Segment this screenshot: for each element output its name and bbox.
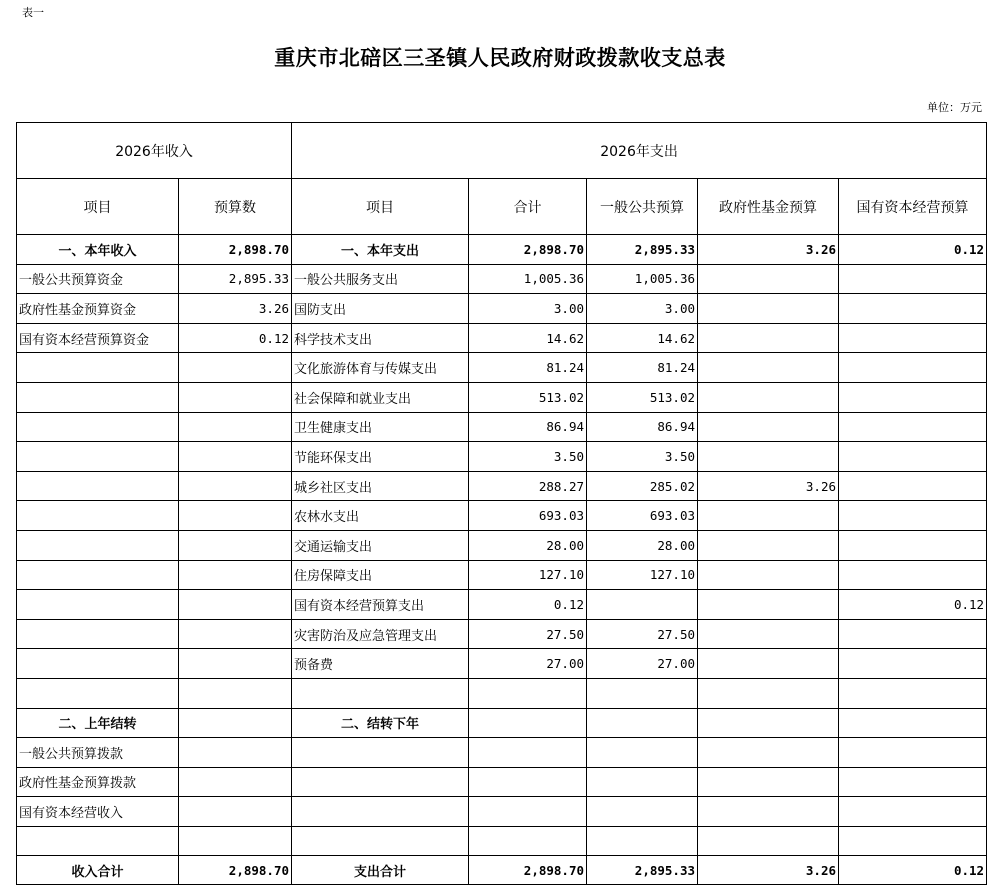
cell-fund-budget bbox=[698, 708, 839, 738]
budget-table bbox=[16, 122, 987, 885]
table-row bbox=[17, 678, 987, 708]
cell-income-amount: 2,898.70 bbox=[179, 235, 292, 265]
cell-general-budget: 127.10 bbox=[587, 560, 698, 590]
cell-income-amount bbox=[179, 412, 292, 442]
cell-income-amount bbox=[179, 678, 292, 708]
cell-income-amount bbox=[179, 560, 292, 590]
cell-general-budget bbox=[587, 708, 698, 738]
table-row bbox=[17, 708, 987, 738]
cell-income-amount bbox=[179, 382, 292, 412]
cell-fund-budget: 3.26 bbox=[698, 471, 839, 501]
cell-general-budget bbox=[587, 738, 698, 768]
cell-fund-budget bbox=[698, 530, 839, 560]
cell-income-amount bbox=[179, 471, 292, 501]
cell-expense-total: 1,005.36 bbox=[469, 264, 587, 294]
cell-general-budget bbox=[587, 767, 698, 797]
col-header-state-capital-budget: 国有资本经营预算 bbox=[839, 179, 987, 235]
col-header-income-item: 项目 bbox=[17, 179, 179, 235]
cell-expense-total: 127.10 bbox=[469, 560, 587, 590]
table-row bbox=[17, 649, 987, 679]
cell-expense-total bbox=[469, 738, 587, 768]
cell-income-item: 一、本年收入 bbox=[17, 235, 179, 265]
cell-state-capital-budget bbox=[839, 738, 987, 768]
table-row bbox=[17, 797, 987, 827]
cell-income-item bbox=[17, 412, 179, 442]
cell-expense-item: 卫生健康支出 bbox=[292, 412, 469, 442]
cell-expense-total bbox=[469, 826, 587, 856]
cell-expense-item: 交通运输支出 bbox=[292, 530, 469, 560]
total-general-budget: 2,895.33 bbox=[587, 856, 698, 885]
cell-fund-budget bbox=[698, 826, 839, 856]
cell-state-capital-budget bbox=[839, 797, 987, 827]
cell-fund-budget bbox=[698, 264, 839, 294]
cell-fund-budget: 3.26 bbox=[698, 235, 839, 265]
table-row bbox=[17, 294, 987, 324]
cell-income-amount bbox=[179, 353, 292, 383]
table-row bbox=[17, 767, 987, 797]
cell-income-item bbox=[17, 590, 179, 620]
cell-expense-item: 社会保障和就业支出 bbox=[292, 382, 469, 412]
cell-income-item bbox=[17, 560, 179, 590]
cell-fund-budget bbox=[698, 767, 839, 797]
cell-state-capital-budget bbox=[839, 294, 987, 324]
cell-general-budget bbox=[587, 590, 698, 620]
cell-expense-total bbox=[469, 678, 587, 708]
cell-income-amount bbox=[179, 442, 292, 472]
cell-income-amount bbox=[179, 501, 292, 531]
cell-expense-item bbox=[292, 767, 469, 797]
cell-expense-total bbox=[469, 797, 587, 827]
cell-expense-item bbox=[292, 678, 469, 708]
col-header-fund-budget: 政府性基金预算 bbox=[698, 179, 839, 235]
cell-expense-total: 14.62 bbox=[469, 323, 587, 353]
cell-state-capital-budget bbox=[839, 678, 987, 708]
table-row bbox=[17, 619, 987, 649]
cell-expense-item: 农林水支出 bbox=[292, 501, 469, 531]
table-row bbox=[17, 412, 987, 442]
table-row bbox=[17, 530, 987, 560]
cell-income-item: 国有资本经营预算资金 bbox=[17, 323, 179, 353]
cell-income-item: 二、上年结转 bbox=[17, 708, 179, 738]
cell-expense-item bbox=[292, 826, 469, 856]
cell-expense-total: 27.50 bbox=[469, 619, 587, 649]
table-row bbox=[17, 560, 987, 590]
cell-general-budget: 1,005.36 bbox=[587, 264, 698, 294]
cell-income-item: 一般公共预算资金 bbox=[17, 264, 179, 294]
cell-expense-total: 693.03 bbox=[469, 501, 587, 531]
cell-expense-total: 3.00 bbox=[469, 294, 587, 324]
cell-expense-item: 二、结转下年 bbox=[292, 708, 469, 738]
unit-label: 单位：万元 bbox=[927, 101, 982, 114]
cell-income-item: 国有资本经营收入 bbox=[17, 797, 179, 827]
cell-state-capital-budget: 0.12 bbox=[839, 235, 987, 265]
cell-fund-budget bbox=[698, 323, 839, 353]
cell-fund-budget bbox=[698, 560, 839, 590]
cell-income-item: 一般公共预算拨款 bbox=[17, 738, 179, 768]
cell-expense-item: 科学技术支出 bbox=[292, 323, 469, 353]
column-header-row bbox=[17, 179, 987, 235]
cell-income-item bbox=[17, 442, 179, 472]
cell-general-budget: 28.00 bbox=[587, 530, 698, 560]
cell-state-capital-budget bbox=[839, 530, 987, 560]
cell-income-amount bbox=[179, 590, 292, 620]
cell-fund-budget bbox=[698, 590, 839, 620]
cell-fund-budget bbox=[698, 619, 839, 649]
table-row bbox=[17, 323, 987, 353]
cell-income-item bbox=[17, 826, 179, 856]
cell-fund-budget bbox=[698, 501, 839, 531]
cell-state-capital-budget bbox=[839, 264, 987, 294]
cell-income-item bbox=[17, 530, 179, 560]
cell-expense-item: 城乡社区支出 bbox=[292, 471, 469, 501]
cell-income-amount bbox=[179, 767, 292, 797]
total-income-item: 收入合计 bbox=[17, 856, 179, 885]
col-header-income-amount: 预算数 bbox=[179, 179, 292, 235]
cell-state-capital-budget bbox=[839, 442, 987, 472]
cell-expense-item: 住房保障支出 bbox=[292, 560, 469, 590]
cell-income-amount: 0.12 bbox=[179, 323, 292, 353]
cell-income-item bbox=[17, 471, 179, 501]
cell-income-item: 政府性基金预算拨款 bbox=[17, 767, 179, 797]
cell-state-capital-budget bbox=[839, 649, 987, 679]
cell-fund-budget bbox=[698, 353, 839, 383]
cell-fund-budget bbox=[698, 649, 839, 679]
table-tag: 表一 bbox=[22, 6, 44, 19]
cell-fund-budget bbox=[698, 382, 839, 412]
cell-general-budget bbox=[587, 797, 698, 827]
cell-income-item bbox=[17, 619, 179, 649]
income-group-header: 2026年收入 bbox=[17, 123, 292, 179]
cell-income-amount bbox=[179, 826, 292, 856]
table-row bbox=[17, 738, 987, 768]
table-row bbox=[17, 826, 987, 856]
cell-expense-item: 文化旅游体育与传媒支出 bbox=[292, 353, 469, 383]
cell-expense-item: 国有资本经营预算支出 bbox=[292, 590, 469, 620]
cell-general-budget bbox=[587, 826, 698, 856]
cell-expense-total: 27.00 bbox=[469, 649, 587, 679]
cell-state-capital-budget bbox=[839, 826, 987, 856]
cell-income-item bbox=[17, 382, 179, 412]
cell-state-capital-budget bbox=[839, 471, 987, 501]
cell-income-amount: 2,895.33 bbox=[179, 264, 292, 294]
cell-general-budget: 513.02 bbox=[587, 382, 698, 412]
cell-expense-total: 2,898.70 bbox=[469, 235, 587, 265]
cell-fund-budget bbox=[698, 738, 839, 768]
total-expense-item: 支出合计 bbox=[292, 856, 469, 885]
cell-expense-total: 288.27 bbox=[469, 471, 587, 501]
cell-state-capital-budget bbox=[839, 323, 987, 353]
cell-expense-total: 513.02 bbox=[469, 382, 587, 412]
cell-expense-item: 节能环保支出 bbox=[292, 442, 469, 472]
cell-fund-budget bbox=[698, 442, 839, 472]
total-state-capital-budget: 0.12 bbox=[839, 856, 987, 885]
total-row bbox=[17, 856, 987, 885]
cell-state-capital-budget bbox=[839, 767, 987, 797]
table-row bbox=[17, 382, 987, 412]
cell-expense-total: 86.94 bbox=[469, 412, 587, 442]
table-row bbox=[17, 353, 987, 383]
cell-income-item bbox=[17, 501, 179, 531]
cell-income-amount bbox=[179, 738, 292, 768]
total-fund-budget: 3.26 bbox=[698, 856, 839, 885]
cell-expense-total: 3.50 bbox=[469, 442, 587, 472]
cell-general-budget: 2,895.33 bbox=[587, 235, 698, 265]
table-row bbox=[17, 264, 987, 294]
cell-income-amount bbox=[179, 649, 292, 679]
cell-general-budget: 14.62 bbox=[587, 323, 698, 353]
cell-general-budget: 27.00 bbox=[587, 649, 698, 679]
cell-income-amount bbox=[179, 708, 292, 738]
cell-fund-budget bbox=[698, 412, 839, 442]
cell-state-capital-budget bbox=[839, 619, 987, 649]
cell-state-capital-budget bbox=[839, 501, 987, 531]
col-header-total: 合计 bbox=[469, 179, 587, 235]
cell-fund-budget bbox=[698, 797, 839, 827]
cell-state-capital-budget bbox=[839, 560, 987, 590]
cell-state-capital-budget bbox=[839, 708, 987, 738]
cell-state-capital-budget bbox=[839, 353, 987, 383]
cell-expense-item: 国防支出 bbox=[292, 294, 469, 324]
cell-general-budget: 3.00 bbox=[587, 294, 698, 324]
cell-state-capital-budget: 0.12 bbox=[839, 590, 987, 620]
col-header-expense-item: 项目 bbox=[292, 179, 469, 235]
cell-income-amount bbox=[179, 619, 292, 649]
cell-expense-total: 81.24 bbox=[469, 353, 587, 383]
table-row bbox=[17, 235, 987, 265]
table-row bbox=[17, 471, 987, 501]
total-expense-total: 2,898.70 bbox=[469, 856, 587, 885]
cell-expense-total bbox=[469, 767, 587, 797]
cell-expense-item: 一、本年支出 bbox=[292, 235, 469, 265]
cell-income-item bbox=[17, 353, 179, 383]
cell-expense-item: 灾害防治及应急管理支出 bbox=[292, 619, 469, 649]
cell-general-budget bbox=[587, 678, 698, 708]
cell-expense-item bbox=[292, 797, 469, 827]
cell-expense-total bbox=[469, 708, 587, 738]
cell-general-budget: 27.50 bbox=[587, 619, 698, 649]
cell-general-budget: 81.24 bbox=[587, 353, 698, 383]
page-title: 重庆市北碚区三圣镇人民政府财政拨款收支总表 bbox=[274, 45, 726, 70]
table-row bbox=[17, 501, 987, 531]
cell-expense-total: 28.00 bbox=[469, 530, 587, 560]
cell-income-item: 政府性基金预算资金 bbox=[17, 294, 179, 324]
group-header-row bbox=[17, 123, 987, 179]
cell-state-capital-budget bbox=[839, 412, 987, 442]
cell-expense-item bbox=[292, 738, 469, 768]
cell-income-amount bbox=[179, 530, 292, 560]
cell-general-budget: 693.03 bbox=[587, 501, 698, 531]
cell-fund-budget bbox=[698, 678, 839, 708]
cell-fund-budget bbox=[698, 294, 839, 324]
expense-group-header: 2026年支出 bbox=[292, 123, 987, 179]
cell-general-budget: 86.94 bbox=[587, 412, 698, 442]
table-row bbox=[17, 590, 987, 620]
cell-general-budget: 3.50 bbox=[587, 442, 698, 472]
cell-income-item bbox=[17, 649, 179, 679]
table-row bbox=[17, 442, 987, 472]
cell-expense-item: 预备费 bbox=[292, 649, 469, 679]
cell-income-amount bbox=[179, 797, 292, 827]
total-income-amount: 2,898.70 bbox=[179, 856, 292, 885]
cell-income-amount: 3.26 bbox=[179, 294, 292, 324]
cell-general-budget: 285.02 bbox=[587, 471, 698, 501]
cell-income-item bbox=[17, 678, 179, 708]
cell-expense-total: 0.12 bbox=[469, 590, 587, 620]
cell-expense-item: 一般公共服务支出 bbox=[292, 264, 469, 294]
col-header-general-budget: 一般公共预算 bbox=[587, 179, 698, 235]
cell-state-capital-budget bbox=[839, 382, 987, 412]
